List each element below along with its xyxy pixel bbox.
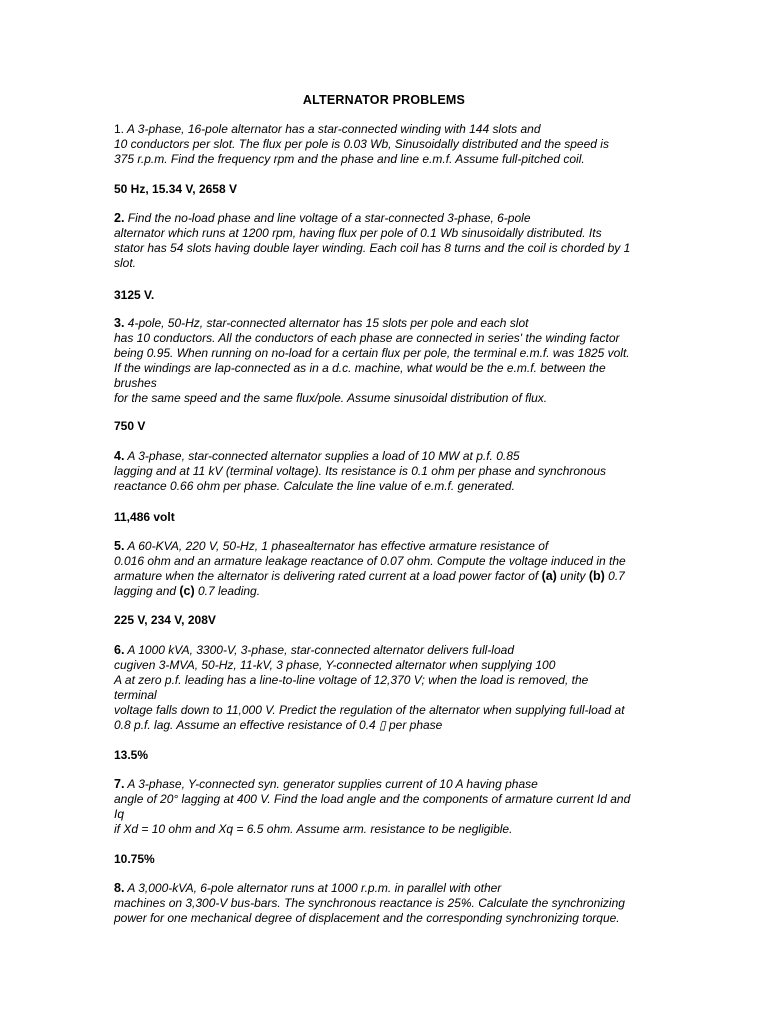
problem-3-line-6: for the same speed and the same flux/pole. Assume sinusoidal distribution of flux. (114, 391, 548, 405)
problem-1-line-2: 10 conductors per slot. The flux per pole is 0.03 Wb, Sinusoidally distributed and the speed is (114, 137, 609, 151)
problem-2-line-2: alternator which runs at 1200 rpm, having flux per pole of 0.1 Wb sinusoidally distributed. Its (114, 226, 602, 240)
problem-5-line-2: 0.016 ohm and an armature leakage reactance of 0.07 ohm. Compute the voltage induced in the (114, 554, 626, 568)
problem-7-line-4: if Xd = 10 ohm and Xq = 6.5 ohm. Assume arm. resistance to be negligible. (114, 822, 513, 836)
problem-6-line-2: cugiven 3-MVA, 50-Hz, 11-kV, 3 phase, Y-connected alternator when supplying 100 (114, 658, 556, 672)
problem-3-line-1: 3. 4-pole, 50-Hz, star-connected alternator has 15 slots per pole and each slot (114, 316, 529, 330)
answer-1: 50 Hz, 15.34 V, 2658 V (114, 182, 237, 196)
problem-3-line-4: If the windings are lap-connected as in a d.c. machine, what would be the e.m.f. between the (114, 361, 606, 375)
problem-6-line-5: voltage falls down to 11,000 V. Predict the regulation of the alternator when supplying full-load at (114, 703, 625, 717)
problem-4-line-1: 4. A 3-phase, star-connected alternator supplies a load of 10 MW at p.f. 0.85 (114, 449, 520, 463)
problem-5 (114, 539, 674, 599)
problem-8 (114, 881, 674, 926)
problem-8-line-2: machines on 3,300-V bus-bars. The synchronous reactance is 25%. Calculate the synchronizing (114, 896, 625, 910)
answer-3: 750 V (114, 419, 146, 433)
problem-8-line-1: 8. A 3,000-kVA, 6-pole alternator runs at 1000 r.p.m. in parallel with other (114, 881, 502, 895)
problem-7-line-1: 7. A 3-phase, Y-connected syn. generator supplies current of 10 A having phase (114, 777, 538, 791)
problem-4-line-3: reactance 0.66 ohm per phase. Calculate the line value of e.m.f. generated. (114, 479, 515, 493)
problem-6-line-1: 6. A 1000 kVA, 3300-V, 3-phase, star-connected alternator delivers full-load (114, 643, 514, 657)
problem-5-line-4: lagging and (c) 0.7 leading. (114, 584, 261, 598)
answer-4: 11,486 volt (114, 510, 175, 524)
problem-2 (114, 211, 674, 271)
page-title: ALTERNATOR PROBLEMS (302, 93, 466, 107)
problem-6-number: 6. (114, 643, 125, 657)
problem-7-line-2: angle of 20° lagging at 400 V. Find the load angle and the components of armature current Id and (114, 792, 631, 806)
answer-2: 3125 V. (114, 288, 155, 302)
problem-1-number: 1. (114, 122, 125, 136)
problem-2-line-4: slot. (114, 256, 137, 270)
problem-1 (114, 122, 674, 167)
problem-5-line-1: 5. A 60-KVA, 220 V, 50-Hz, 1 phasealternator has effective armature resistance of (114, 539, 549, 553)
option-c-label: (c) (179, 584, 195, 598)
problem-8-line-3: power for one mechanical degree of displacement and the corresponding synchronizing torque. (114, 911, 620, 925)
problem-3 (114, 316, 674, 406)
problem-1-line-1: 1. A 3-phase, 16-pole alternator has a star-connected winding with 144 slots and (114, 122, 541, 136)
problem-4-line-2: lagging and at 11 kV (terminal voltage). Its resistance is 0.1 ohm per phase and synchronous (114, 464, 607, 478)
option-b-label: (b) (588, 569, 605, 583)
problem-7 (114, 777, 674, 837)
problem-5-number: 5. (114, 539, 125, 553)
problem-7-line-3: Iq (114, 807, 125, 821)
problem-2-line-1: 2. Find the no-load phase and line voltage of a star-connected 3-phase, 6-pole (114, 211, 531, 225)
problem-2-line-3: stator has 54 slots having double layer winding. Each coil has 8 turns and the coil is chorded by 1 (114, 241, 631, 255)
problem-1-line-3: 375 r.p.m. Find the frequency rpm and the phase and line e.m.f. Assume full-pitched coil. (114, 152, 585, 166)
answer-5: 225 V, 234 V, 208V (114, 613, 216, 627)
problem-4-number: 4. (114, 449, 125, 463)
answer-7: 10.75% (114, 852, 155, 866)
problem-6-line-6: 0.8 p.f. lag. Assume an effective resistance of 0.4 ▯ per phase (114, 718, 443, 732)
option-a-label: (a) (541, 569, 557, 583)
problem-2-number: 2. (114, 211, 125, 225)
problem-3-number: 3. (114, 316, 125, 330)
problem-7-number: 7. (114, 777, 125, 791)
problem-5-line-3: armature when the alternator is delivering rated current at a load power factor of (a) unity (b) 0.7 (114, 569, 625, 583)
problem-8-number: 8. (114, 881, 125, 895)
problem-3-line-5: brushes (114, 376, 157, 390)
problem-3-line-2: has 10 conductors. All the conductors of each phase are connected in series' the winding factor (114, 331, 620, 345)
problem-3-line-3: being 0.95. When running on no-load for a certain flux per pole, the terminal e.m.f. was 1825 volt. (114, 346, 630, 360)
problem-6 (114, 643, 674, 733)
problem-6-line-3: A at zero p.f. leading has a line-to-line voltage of 12,370 V; when the load is removed, the (114, 673, 589, 687)
answer-6: 13.5% (114, 748, 149, 762)
problem-6-line-4: terminal (114, 688, 157, 702)
problem-4 (114, 449, 674, 494)
